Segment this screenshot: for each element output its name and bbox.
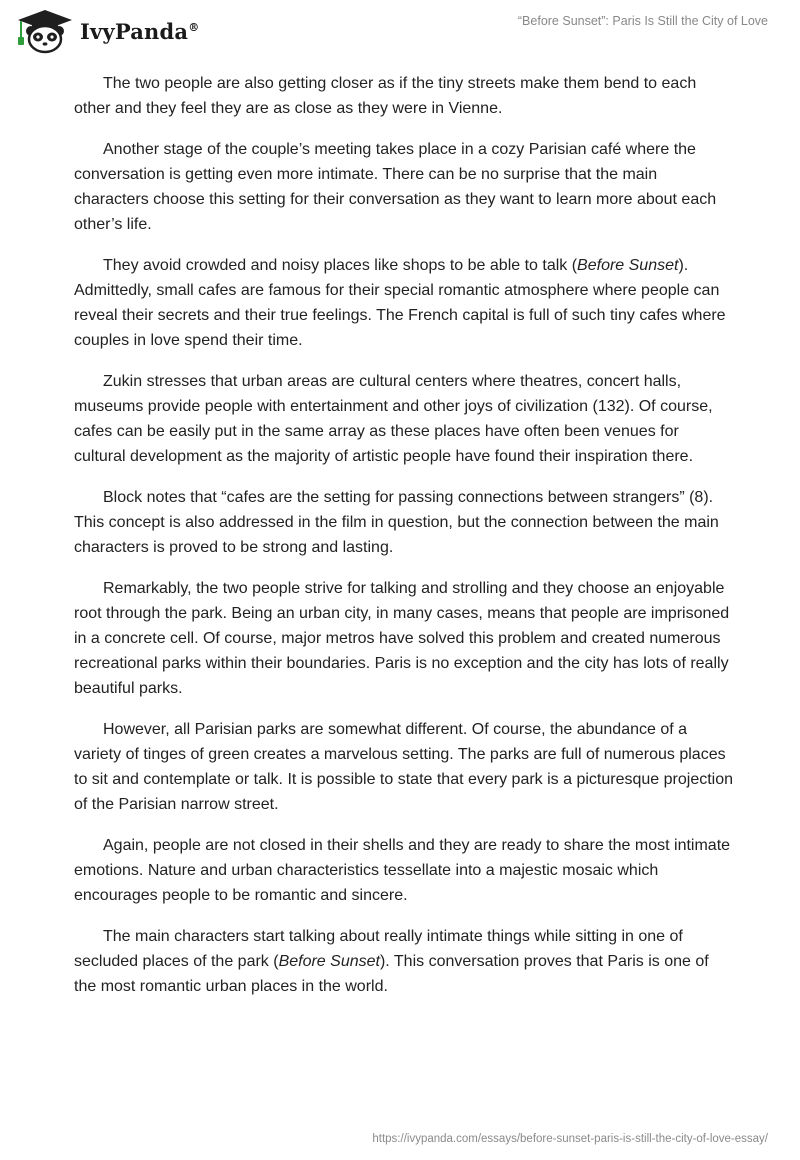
paragraph-text: Another stage of the couple’s meeting takes place in a cozy Parisian café where the conversation is getting even more intimate. There can be no surprise that the main characters choose this setting for their conversation as they want to learn more about each other’s life.	[74, 141, 717, 233]
paragraph	[74, 924, 734, 999]
paragraph	[74, 576, 734, 701]
paragraph-text: The two people are also getting closer as if the tiny streets make them bend to each other and they feel they are as close as they were in Vienne.	[74, 75, 697, 117]
ivypanda-logo[interactable]	[16, 8, 199, 54]
paragraph-text: ). Admittedly, small cafes are famous for their special romantic atmosphere where people can reveal their secrets and their true feelings. The French capital is full of such tiny cafes where couples in love spend their time.	[74, 257, 726, 349]
paragraph-text: However, all Parisian parks are somewhat different. Of course, the abundance of a variety of tinges of green creates a marvelous setting. The parks are full of numerous places to sit and contemplate or talk. It is possible to state that every park is a picturesque projection of the Parisian narrow street.	[74, 721, 734, 813]
paragraph-text: The main characters start talking about really intimate things while sitting in one of secluded places of the park (	[74, 928, 683, 970]
panda-graduate-icon	[16, 8, 74, 54]
document-title: “Before Sunset”: Paris Is Still the City of Love	[517, 14, 768, 28]
source-url[interactable]: https://ivypanda.com/essays/before-sunset-paris-is-still-the-city-of-love-essay/	[372, 1133, 768, 1145]
paragraph	[74, 485, 734, 560]
paragraph	[74, 833, 734, 908]
logo-wordmark: IvyPanda®	[80, 18, 200, 44]
paragraph-text: Block notes that “cafes are the setting for passing connections between strangers” (8). This concept is also addressed in the film in question, but the connection between the main characters is proved to be strong and lasting.	[74, 489, 719, 556]
paragraph	[74, 369, 734, 469]
paragraph	[74, 137, 734, 237]
paragraph-text: Zukin stresses that urban areas are cultural centers where theatres, concert halls, museums provide people with entertainment and other joys of civilization (132). Of course, cafes can be easily put in the same array as these places have often been venues for cultural development as the majority of artistic people have found their inspiration there.	[74, 373, 713, 465]
paragraph-text: They avoid crowded and noisy places like shops to be able to talk (	[103, 257, 578, 274]
paragraph-text: ). This conversation proves that Paris is one of the most romantic urban places in the world.	[74, 953, 709, 995]
essay-body	[74, 71, 734, 1015]
paragraph	[74, 717, 734, 817]
film-title-italic: Before Sunset	[278, 953, 380, 970]
paragraph-text: Remarkably, the two people strive for talking and strolling and they choose an enjoyable root through the park. Being an urban city, in many cases, means that people are imprisoned in a concrete cell. Of course, major metros have solved this problem and created numerous recreational parks within their boundaries. Paris is no exception and the city has lots of really beautiful parks.	[74, 580, 730, 697]
page-header	[0, 0, 800, 60]
paragraph	[74, 253, 734, 353]
film-title-italic: Before Sunset	[577, 257, 679, 274]
paragraph-text: Again, people are not closed in their shells and they are ready to share the most intimate emotions. Nature and urban characteristics tessellate into a majestic mosaic which encourages people to be romantic and sincere.	[74, 837, 731, 904]
paragraph	[74, 71, 734, 121]
